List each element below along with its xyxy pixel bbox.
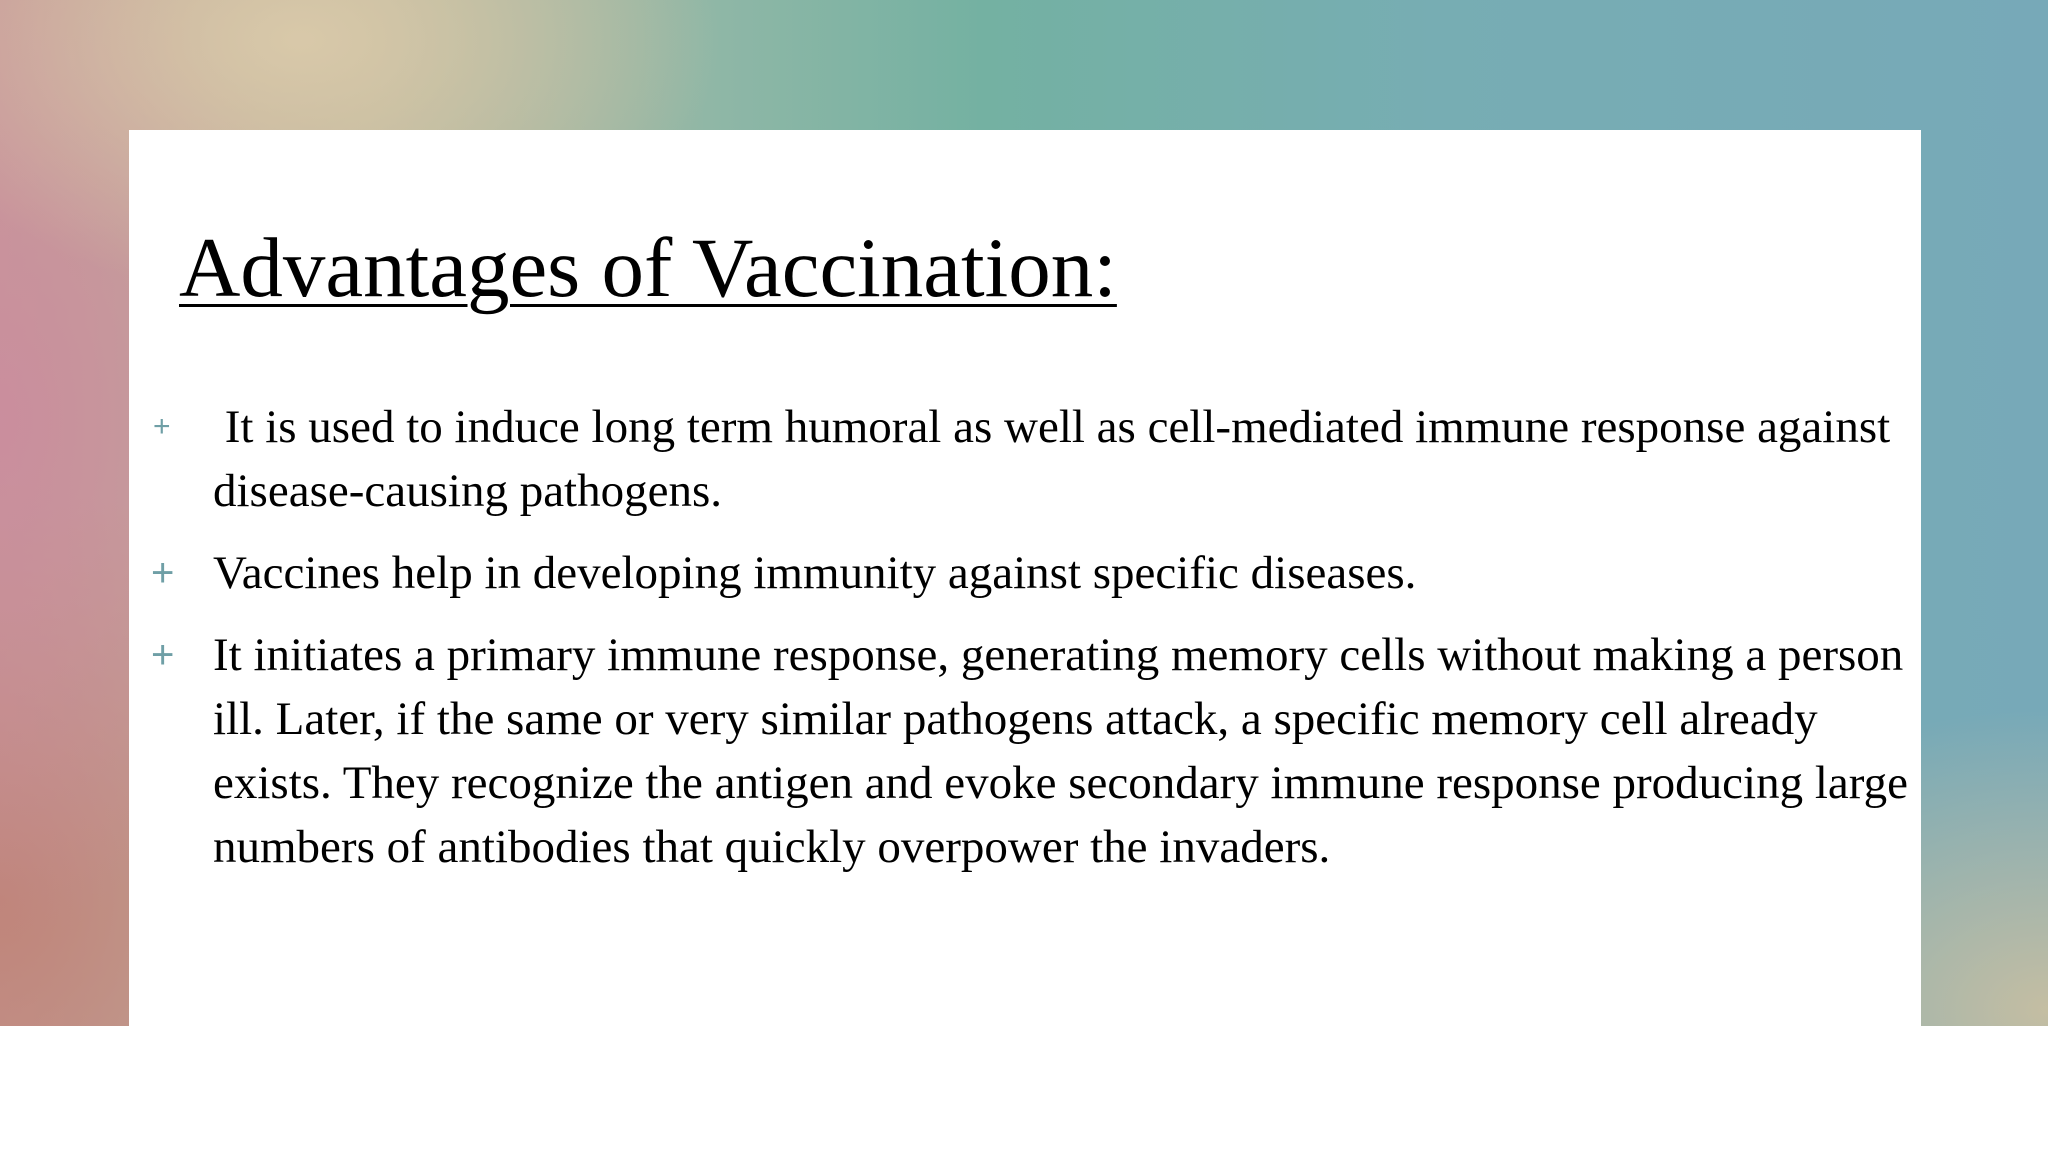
plus-bullet-icon: +	[153, 410, 171, 443]
bullet-item	[129, 541, 1909, 605]
content-panel	[129, 130, 1921, 1026]
bullet-text: It initiates a primary immune response, generating memory cells without making a person ill. Later, if the same or very similar pathogens attack, a specific memory cell already exists. They recognize the antigen and evoke secondary immune response producing large numbers of antibodies that quickly overpower the invaders.	[213, 629, 1908, 873]
plus-bullet-icon: +	[151, 633, 175, 677]
bullet-item	[129, 623, 1909, 879]
bullet-item	[129, 395, 1909, 523]
plus-bullet-icon: +	[151, 551, 175, 595]
bullet-list	[129, 395, 1909, 897]
slide-title: Advantages of Vaccination:	[179, 221, 1117, 315]
bullet-text: Vaccines help in developing immunity against specific diseases.	[213, 547, 1417, 599]
bullet-text: It is used to induce long term humoral as well as cell-mediated immune response against disease-causing pathogens.	[213, 401, 1902, 517]
